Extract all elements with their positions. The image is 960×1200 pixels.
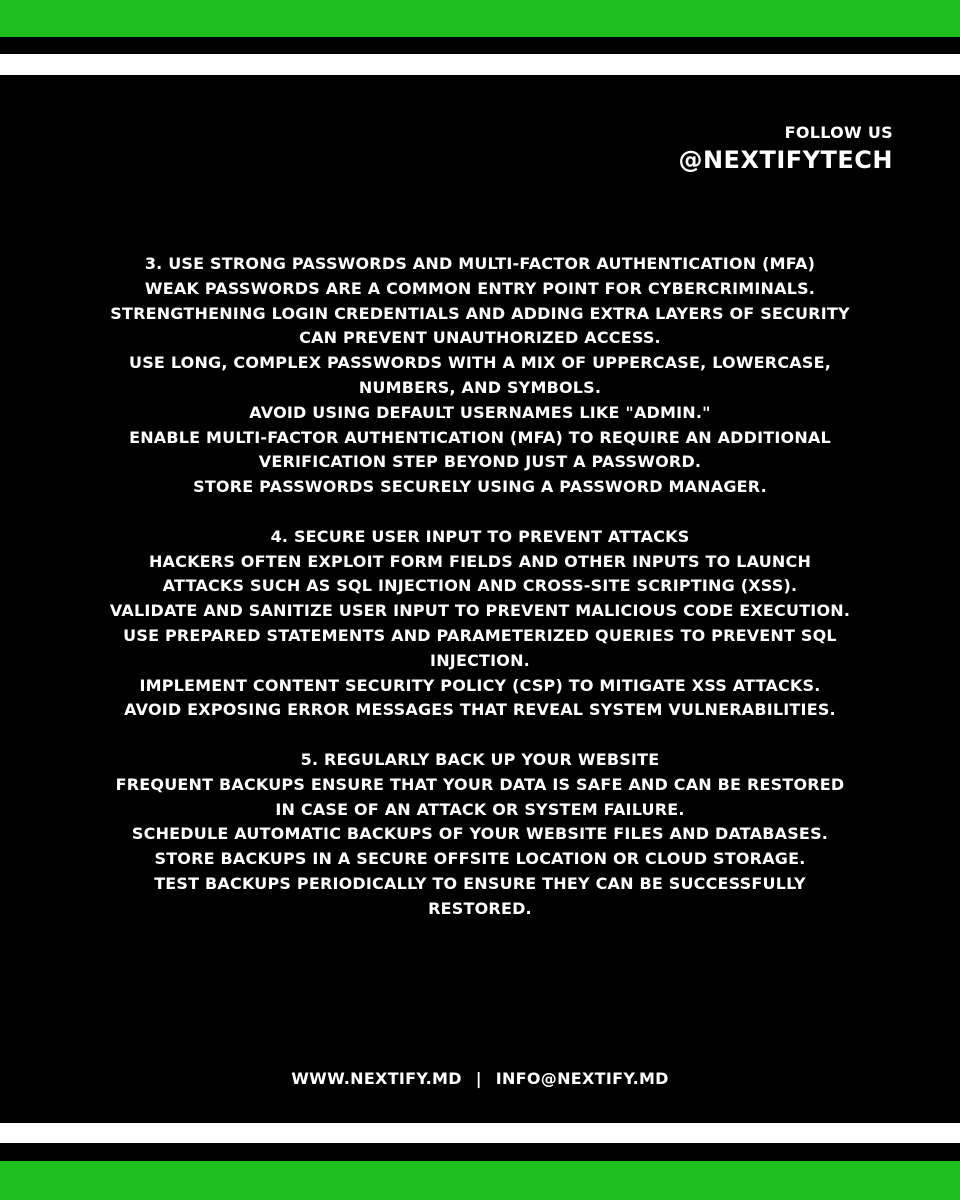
- section-passwords-mfa: [60, 252, 900, 500]
- section-line: IN CASE OF AN ATTACK OR SYSTEM FAILURE.: [275, 799, 685, 819]
- section-heading: 3. USE STRONG PASSWORDS AND MULTI-FACTOR AUTHENTICATION (MFA): [144, 254, 816, 273]
- section-line: RESTORED.: [428, 898, 532, 918]
- section-line: STRENGTHENING LOGIN CREDENTIALS AND ADDING EXTRA LAYERS OF SECURITY: [110, 303, 850, 323]
- bottom-white-stripe: [0, 1123, 960, 1143]
- section-line: STORE PASSWORDS SECURELY USING A PASSWORD MANAGER.: [193, 477, 767, 497]
- section-line: ATTACKS SUCH AS SQL INJECTION AND CROSS-SITE SCRIPTING (XSS).: [162, 576, 798, 596]
- bottom-black-stripe: [0, 1143, 960, 1161]
- bottom-green-stripe: [0, 1161, 960, 1200]
- section-line: AVOID EXPOSING ERROR MESSAGES THAT REVEAL SYSTEM VULNERABILITIES.: [124, 700, 836, 720]
- email-link[interactable]: INFO@NEXTIFY.MD: [495, 1069, 669, 1088]
- section-line: AVOID USING DEFAULT USERNAMES LIKE "ADMIN.": [249, 402, 711, 422]
- section-line: TEST BACKUPS PERIODICALLY TO ENSURE THEY CAN BE SUCCESSFULLY: [154, 873, 806, 893]
- social-handle[interactable]: @NEXTIFYTECH: [678, 146, 893, 174]
- top-green-stripe: [0, 0, 960, 37]
- follow-label: FOLLOW US: [784, 123, 893, 142]
- section-secure-input: [60, 525, 900, 723]
- section-line: WEAK PASSWORDS ARE A COMMON ENTRY POINT FOR CYBERCRIMINALS.: [144, 278, 816, 298]
- section-line: VALIDATE AND SANITIZE USER INPUT TO PREVENT MALICIOUS CODE EXECUTION.: [109, 601, 851, 621]
- top-white-stripe: [0, 54, 960, 75]
- section-backups: [60, 748, 900, 922]
- section-heading: 4. SECURE USER INPUT TO PREVENT ATTACKS: [270, 526, 690, 546]
- section-line: VERIFICATION STEP BEYOND JUST A PASSWORD.: [258, 452, 702, 472]
- section-line: IMPLEMENT CONTENT SECURITY POLICY (CSP) TO MITIGATE XSS ATTACKS.: [139, 675, 821, 695]
- follow-block: [678, 122, 893, 176]
- section-line: STORE BACKUPS IN A SECURE OFFSITE LOCATION OR CLOUD STORAGE.: [154, 849, 806, 869]
- footer-separator: |: [475, 1069, 482, 1088]
- website-link[interactable]: WWW.NEXTIFY.MD: [291, 1069, 462, 1088]
- section-line: INJECTION.: [430, 650, 530, 670]
- section-line: NUMBERS, AND SYMBOLS.: [358, 377, 602, 397]
- section-heading: 5. REGULARLY BACK UP YOUR WEBSITE: [300, 749, 660, 769]
- section-line: SCHEDULE AUTOMATIC BACKUPS OF YOUR WEBSITE FILES AND DATABASES.: [131, 824, 829, 844]
- section-line: USE LONG, COMPLEX PASSWORDS WITH A MIX OF UPPERCASE, LOWERCASE,: [129, 353, 831, 373]
- section-line: HACKERS OFTEN EXPLOIT FORM FIELDS AND OTHER INPUTS TO LAUNCH: [148, 551, 812, 571]
- contact-footer: [0, 1067, 960, 1091]
- tips-content: [60, 252, 900, 922]
- section-line: CAN PREVENT UNAUTHORIZED ACCESS.: [299, 328, 661, 348]
- section-line: USE PREPARED STATEMENTS AND PARAMETERIZED QUERIES TO PREVENT SQL: [123, 625, 837, 645]
- top-black-stripe: [0, 37, 960, 54]
- section-line: FREQUENT BACKUPS ENSURE THAT YOUR DATA IS SAFE AND CAN BE RESTORED: [115, 774, 845, 794]
- section-line: ENABLE MULTI-FACTOR AUTHENTICATION (MFA) TO REQUIRE AN ADDITIONAL: [129, 427, 831, 447]
